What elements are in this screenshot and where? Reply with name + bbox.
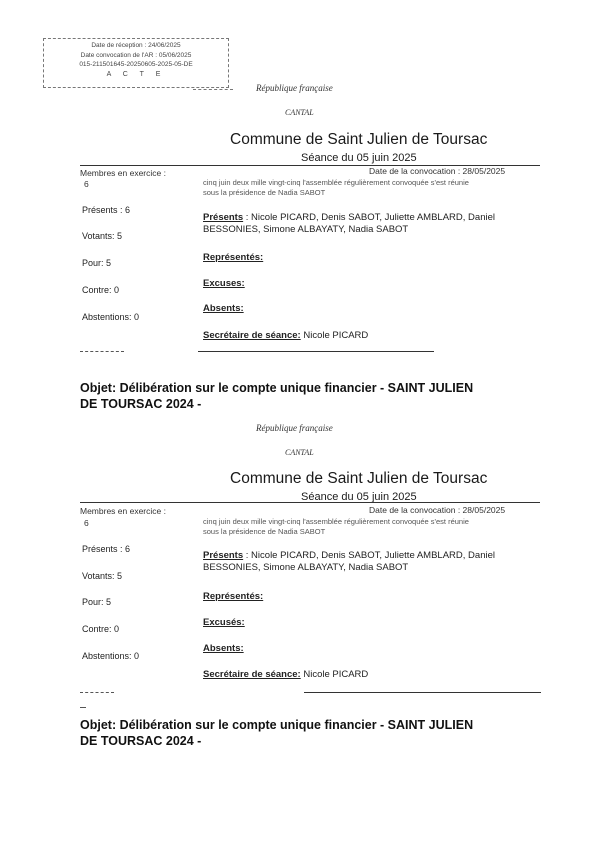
- short-rule: [80, 351, 124, 352]
- absents-heading: Absents:: [203, 303, 244, 314]
- excuses-heading: Excuses:: [203, 278, 245, 289]
- seance-date: Séance du 05 juin 2025: [301, 152, 417, 164]
- intro-line-2: sous la présidence de Nadia SABOT: [203, 188, 326, 197]
- stamp-convocation-date: Date convocation de l'AR : 05/06/2025: [80, 51, 192, 59]
- stamp-acte-label: A C T E: [106, 70, 166, 78]
- seance-intro: [203, 178, 543, 198]
- votants-count: Votants: 5: [82, 571, 123, 581]
- presents-names-line-1: : Nicole PICARD, Denis SABOT, Juliette AMBLARD, Daniel: [243, 212, 495, 223]
- contre-count: Contre: 0: [82, 285, 120, 295]
- scan-mark: [80, 707, 86, 708]
- objet-line-1: Objet: Délibération sur le compte unique financier - SAINT JULIEN: [80, 381, 474, 395]
- secretaire-heading: Secrétaire de séance:: [203, 669, 301, 680]
- objet-line-2: DE TOURSAC 2024 -: [80, 397, 202, 411]
- presents-names-line-2: BESSONIES, Simone ALBAYATY, Nadia SABOT: [203, 562, 409, 573]
- objet-title: [80, 380, 560, 412]
- presents-list: [203, 212, 495, 236]
- convocation-date: Date de la convocation : 28/05/2025: [369, 166, 506, 176]
- presents-count: Présents : 6: [82, 205, 131, 215]
- abstentions-count: Abstentions: 0: [82, 651, 140, 661]
- signature-rule: [198, 351, 434, 352]
- cantal-label: CANTAL: [285, 108, 314, 117]
- secretaire-line: [203, 330, 368, 342]
- presents-count: Présents : 6: [82, 544, 131, 554]
- cantal-label: CANTAL: [285, 448, 314, 457]
- reception-stamp: [43, 38, 229, 88]
- membres-label: Membres en exercice :: [80, 506, 166, 516]
- presents-names-line-2: BESSONIES, Simone ALBAYATY, Nadia SABOT: [203, 224, 409, 235]
- membres-value: 6: [84, 179, 89, 189]
- republique-francaise: République française: [256, 423, 333, 433]
- presents-heading: Présents: [203, 550, 244, 561]
- membres-value: 6: [84, 518, 89, 528]
- commune-title: Commune de Saint Julien de Toursac: [230, 131, 488, 148]
- votants-count: Votants: 5: [82, 231, 123, 241]
- secretaire-heading: Secrétaire de séance:: [203, 330, 301, 341]
- objet-line-1: Objet: Délibération sur le compte unique financier - SAINT JULIEN: [80, 718, 474, 732]
- pour-count: Pour: 5: [82, 258, 112, 268]
- commune-title: Commune de Saint Julien de Toursac: [230, 470, 488, 487]
- representes-heading: Représentés:: [203, 252, 264, 263]
- header-rule: [80, 502, 540, 503]
- objet-line-2: DE TOURSAC 2024 -: [80, 734, 202, 748]
- stamp-dash: [193, 89, 233, 90]
- presents-heading: Présents: [203, 212, 244, 223]
- presents-list: [203, 550, 495, 574]
- objet-title: [80, 717, 560, 749]
- signature-rule: [304, 692, 541, 693]
- excuses-heading: Excusés:: [203, 617, 245, 628]
- seance-intro: [203, 517, 543, 537]
- intro-line-1: cinq juin deux mille vingt-cinq l'assemblée régulièrement convoquée s'est réunie: [203, 517, 469, 526]
- stamp-act-number: 015-211501645-20250605-2025-05-DE: [79, 61, 193, 68]
- membres-label: Membres en exercice :: [80, 168, 166, 178]
- intro-line-1: cinq juin deux mille vingt-cinq l'assemblée régulièrement convoquée s'est réunie: [203, 178, 469, 187]
- republique-francaise: République française: [256, 83, 333, 93]
- secretaire-name: Nicole PICARD: [300, 330, 369, 341]
- contre-count: Contre: 0: [82, 624, 120, 634]
- absents-heading: Absents:: [203, 643, 244, 654]
- pour-count: Pour: 5: [82, 597, 112, 607]
- secretaire-line: [203, 669, 368, 681]
- seance-date: Séance du 05 juin 2025: [301, 491, 417, 503]
- intro-line-2: sous la présidence de Nadia SABOT: [203, 527, 326, 536]
- representes-heading: Représentés:: [203, 591, 264, 602]
- convocation-date: Date de la convocation : 28/05/2025: [369, 505, 506, 515]
- abstentions-count: Abstentions: 0: [82, 312, 140, 322]
- secretaire-name: Nicole PICARD: [300, 669, 369, 680]
- stamp-reception-date: Date de réception : 24/06/2025: [91, 42, 181, 49]
- presents-names-line-1: : Nicole PICARD, Denis SABOT, Juliette AMBLARD, Daniel: [243, 550, 495, 561]
- short-rule: [80, 692, 114, 693]
